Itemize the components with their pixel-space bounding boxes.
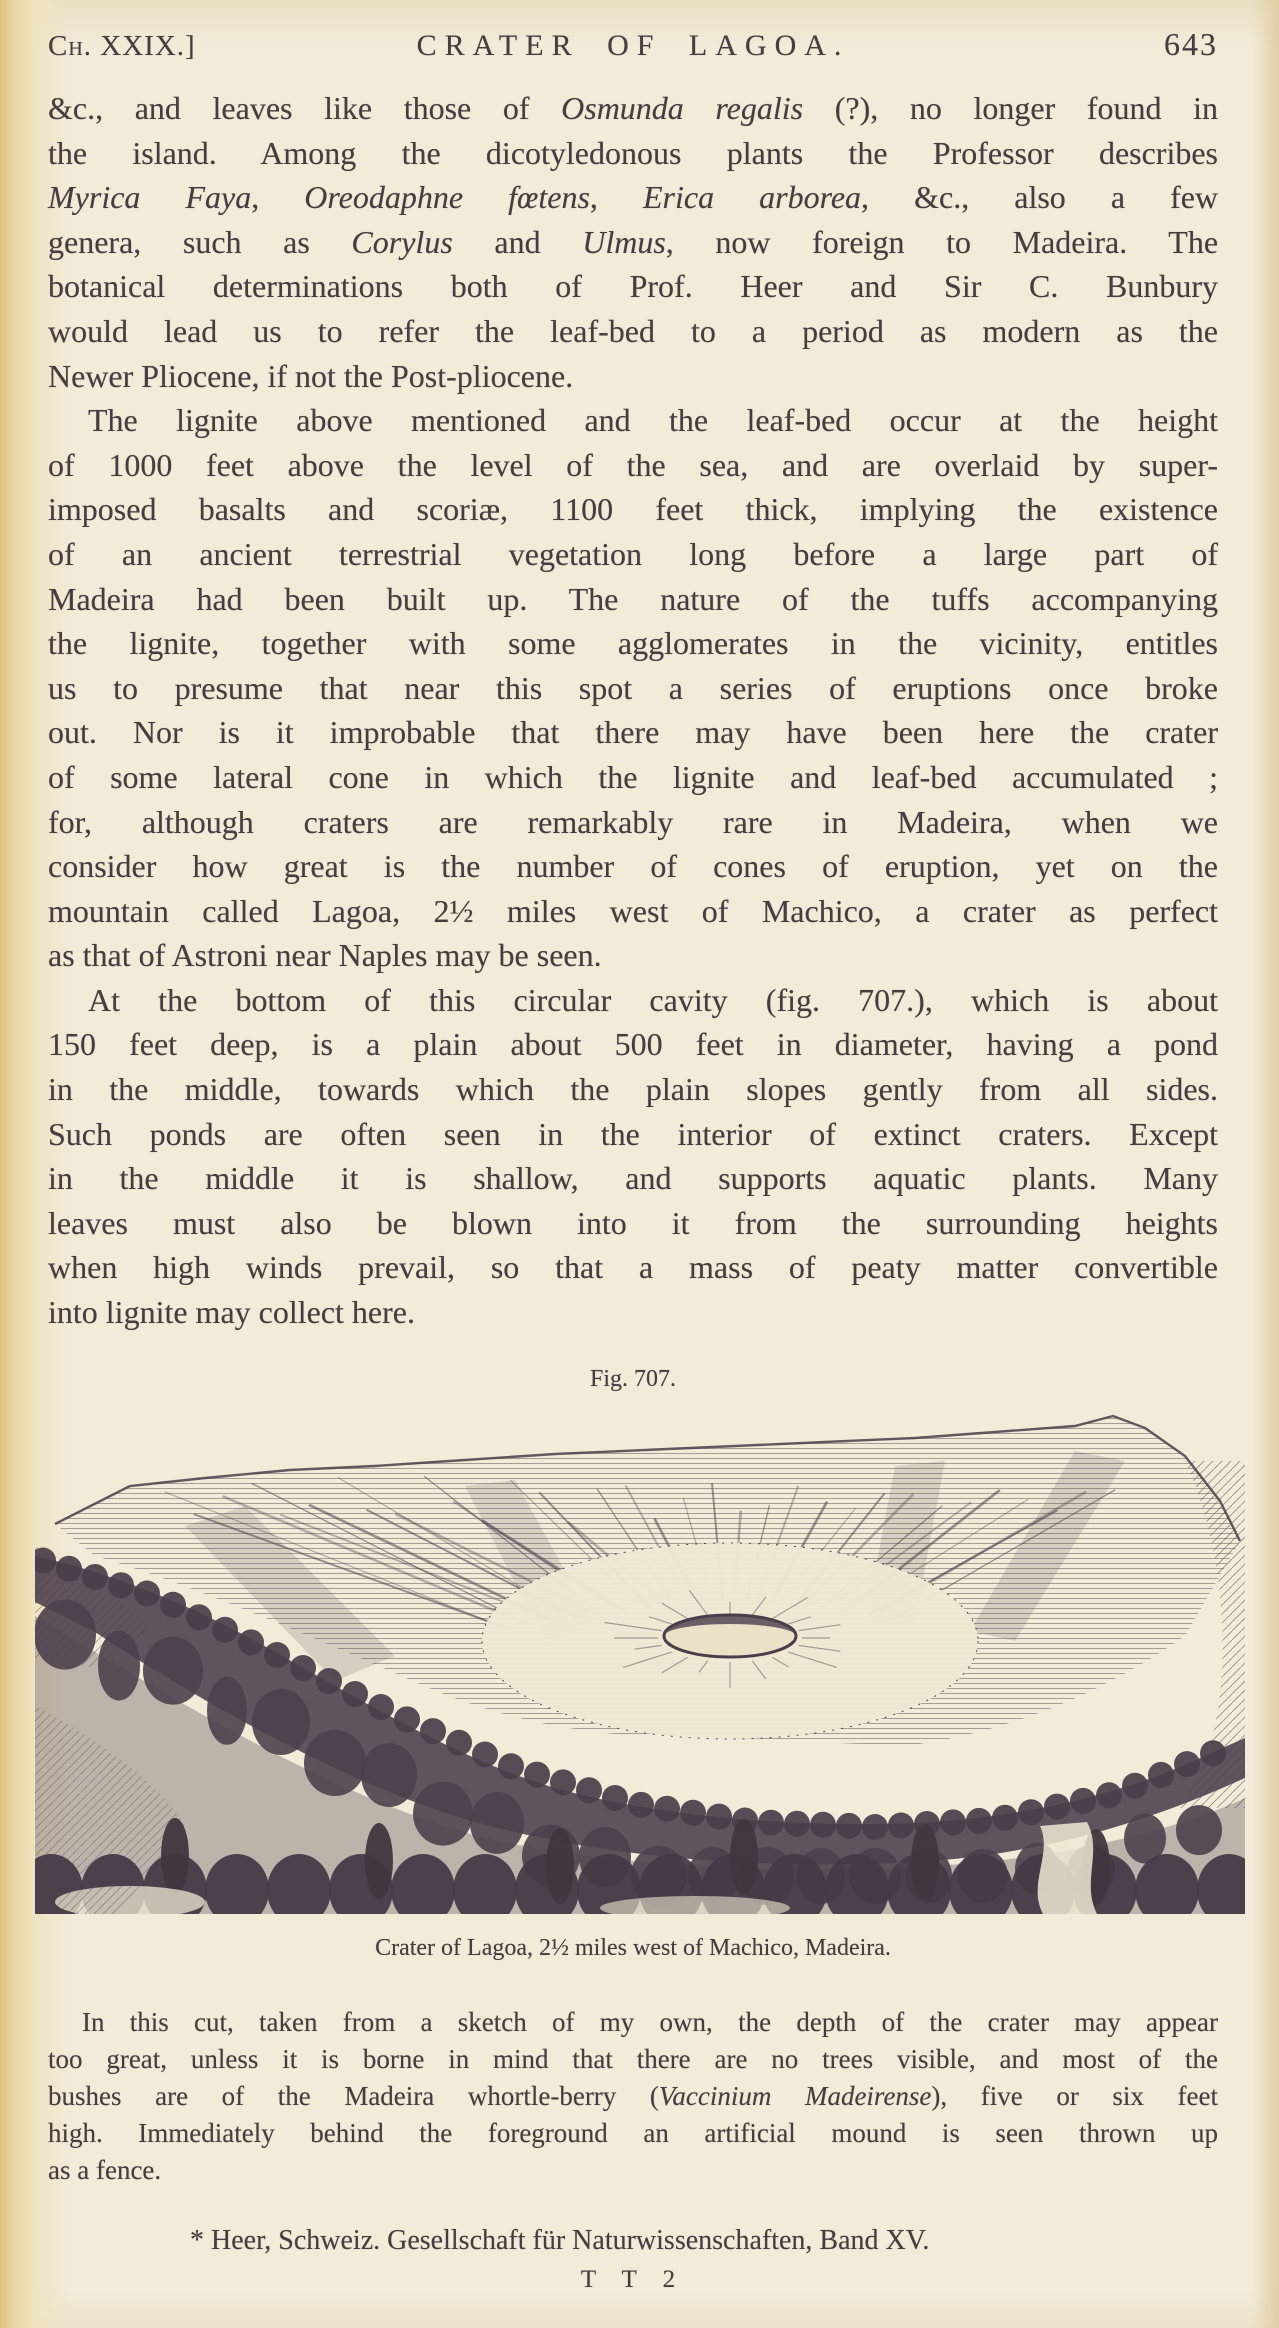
figure-label: Fig. 707. [589,1366,676,1392]
text-line: high. Immediately behind the foreground an artificial mound is seen thrown up [48,2118,1218,2148]
text-line: of an ancient terrestrial vegetation long before a large part of [48,535,1218,572]
figure-caption: Crater of Lagoa, 2½ miles west of Machico, Madeira. [375,1935,891,1961]
text-line: us to presume that near this spot a series of eruptions once broke [48,669,1218,706]
footnote: * Heer, Schweiz. Gesellschaft für Naturwissenschaften, Band XV. [190,2225,930,2256]
text-line: the lignite, together with some agglomerates in the vicinity, entitles [48,625,1218,662]
text-line: would lead us to refer the leaf-bed to a period as modern as the [48,312,1218,349]
text-line: The lignite above mentioned and the leaf-bed occur at the height [88,402,1218,439]
paragraph [48,978,1218,1335]
text-line: leaves must also be blown into it from the surrounding heights [48,1204,1218,1241]
text-line: the island. Among the dicotyledonous plants the Professor describes [48,134,1218,171]
page-number: 643 [1164,26,1218,62]
text-line: Myrica Faya, Oreodaphne fœtens, Erica arborea, &c., also a few [48,179,1219,216]
text-line: In this cut, taken from a sketch of my own, the depth of the crater may appear [82,2007,1218,2037]
text-line: Such ponds are often seen in the interior of extinct craters. Except [48,1115,1218,1152]
text-line: 150 feet deep, is a plain about 500 feet in diameter, having a pond [48,1026,1218,1063]
chapter-ref: Ch. XXIX.] [48,30,196,62]
text-line: Newer Pliocene, if not the Post-pliocene. [48,357,574,394]
text-line: Madeira had been built up. The nature of the tuffs accompanying [48,580,1218,617]
text-line: bushes are of the Madeira whortle-berry (Vaccinium Madeirense), five or six feet [48,2081,1218,2111]
text-line: in the middle, towards which the plain slopes gently from all sides. [48,1071,1218,1108]
text-line: into lignite may collect here. [48,1294,415,1331]
text-line: of 1000 feet above the level of the sea, and are overlaid by super- [48,446,1218,483]
text-line: imposed basalts and scoriæ, 1100 feet thick, implying the existence [48,491,1218,528]
text-line: &c., and leaves like those of Osmunda regalis (?), no longer found in [48,90,1219,126]
figure-note [48,2004,1218,2189]
text-line: as a fence. [48,2155,162,2185]
running-title: CRATER OF LAGOA. [416,29,850,62]
text-line: for, although craters are remarkably rare in Madeira, when we [48,803,1218,840]
text-line: At the bottom of this circular cavity (fig. 707.), which is about [88,981,1218,1018]
printer-signature: T T 2 [580,2266,686,2293]
text-line: out. Nor is it improbable that there may have been here the crater [48,714,1218,751]
paragraph [48,398,1218,978]
text-line: too great, unless it is borne in mind that there are no trees visible, and most of the [48,2044,1218,2074]
text-line: botanical determinations both of Prof. Heer and Sir C. Bunbury [48,268,1218,305]
text-line: as that of Astroni near Naples may be seen. [48,937,602,974]
text-line: mountain called Lagoa, 2½ miles west of Machico, a crater as perfect [48,892,1218,929]
crater-engraving [35,1406,1245,1914]
text-line: of some lateral cone in which the lignite and leaf-bed accumulated ; [48,758,1218,795]
text-line: when high winds prevail, so that a mass of peaty matter convertible [48,1249,1218,1286]
body-paragraphs [48,86,1218,1335]
text-line: genera, such as Corylus and Ulmus, now foreign to Madeira. The [48,223,1219,260]
text-line: consider how great is the number of cones of eruption, yet on the [48,848,1218,885]
text-line: in the middle it is shallow, and supports aquatic plants. Many [48,1160,1218,1197]
page-header [48,26,1218,63]
paragraph [48,86,1218,398]
